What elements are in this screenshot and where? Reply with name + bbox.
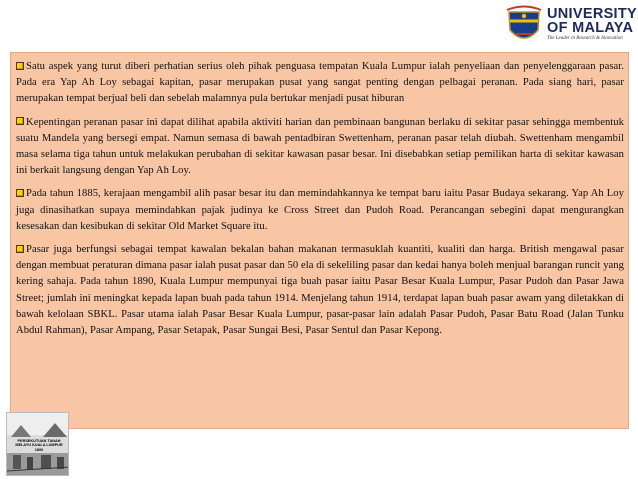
paragraph-3-text: Pada tahun 1885, kerajaan mengambil alih pasar besar itu dan memindahkannya ke tempat baru iaitu Pasar Budaya sekarang. Yap Ah Loy juga dinasihatkan supaya memindahkan pajak judinya ke Cross Street dan Pudoh Road. Perancangan sebegini dapat mengurangkan kesesakan dan kesibukan di sekitar Old Market Square itu.	[16, 188, 624, 232]
crest-icon	[505, 4, 543, 48]
paragraph-4	[16, 242, 624, 339]
university-logo	[505, 4, 638, 50]
paragraph-2-text: Kepentingan peranan pasar ini dapat dilihat apabila aktiviti harian dan pembinaan bangunan berlaku di sekitar pasar sehingga membentuk suatu Mandela yang bersegi empat. Namun semasa di bawah pentadbiran Swettenham, peranan pasar telah diubah. Swettenham mengambil masa selama tiga tahun untuk melakukan perubahan di sekitar kawasan pasar besar. Ini disebabkan setiap pemilikan harta di sekitar kawasan ini berkait langsung dengan Yap Ah Loy.	[16, 116, 624, 177]
paragraph-2	[16, 115, 624, 180]
paragraph-3	[16, 186, 624, 235]
checkbox-bullet-icon	[16, 245, 24, 253]
logo-title-line1: UNIVERSITY	[547, 6, 638, 22]
checkbox-bullet-icon	[16, 117, 24, 125]
photo-caption: PERSEKUTUAN TANAH MELAYU KUALA LUMPUR 1890	[15, 439, 63, 452]
checkbox-bullet-icon	[16, 62, 24, 70]
paragraph-1	[16, 59, 624, 108]
historical-photo	[6, 412, 69, 476]
paragraph-1-text: Satu aspek yang turut diberi perhatian serius oleh pihak penguasa tempatan Kuala Lumpur ialah penyeliaan dan penyelenggaraan pasar. Pada era Yap Ah Loy sebagai kapitan, pasar merupakan pusat yang sangat penting dengan pelbagai peranan. Pada siang hari, pasar merupakan tempat berjual beli dan sebelah malamnya pula bertukar menjadi pusat hiburan	[16, 61, 624, 105]
logo-tagline: The Leader in Research & Innovation	[547, 36, 623, 41]
paragraph-4-text: Pasar juga berfungsi sebagai tempat kawalan bekalan bahan makanan termasuklah kuantiti, kualiti dan harga. British mengawal pasar dengan membuat peraturan dimana pasar ialah pusat pasar dan 50 ela di sekeliling pasar dan kedai hanya boleh menjual barangan runcit yang kering sahaja. Pada tahun 1890, Kuala Lumpur mempunyai tiga buah pasar iaitu Pasar Besar Kuala Lumpur, Pasar Pudoh dan Pasar Jawa Street; jumlah ini meningkat kepada lapan buah pada tahun 1914. Menjelang tahun 1914, terdapat lapan buah pasar awam yang diletakkan di bawah kelolaan SBKL. Pasar utama ialah Pasar Besar Kuala Lumpur, pasar-pasar lain adalah Pasar Pudoh, Pasar Batu Road (Jalan Tunku Abdul Rahman), Pasar Ampang, Pasar Setapak, Pasar Sungai Besi, Pasar Sentul dan Pasar Kepong.	[16, 244, 624, 337]
checkbox-bullet-icon	[16, 189, 24, 197]
content-box	[10, 52, 629, 429]
logo-title-line2: OF MALAYA	[547, 20, 634, 36]
